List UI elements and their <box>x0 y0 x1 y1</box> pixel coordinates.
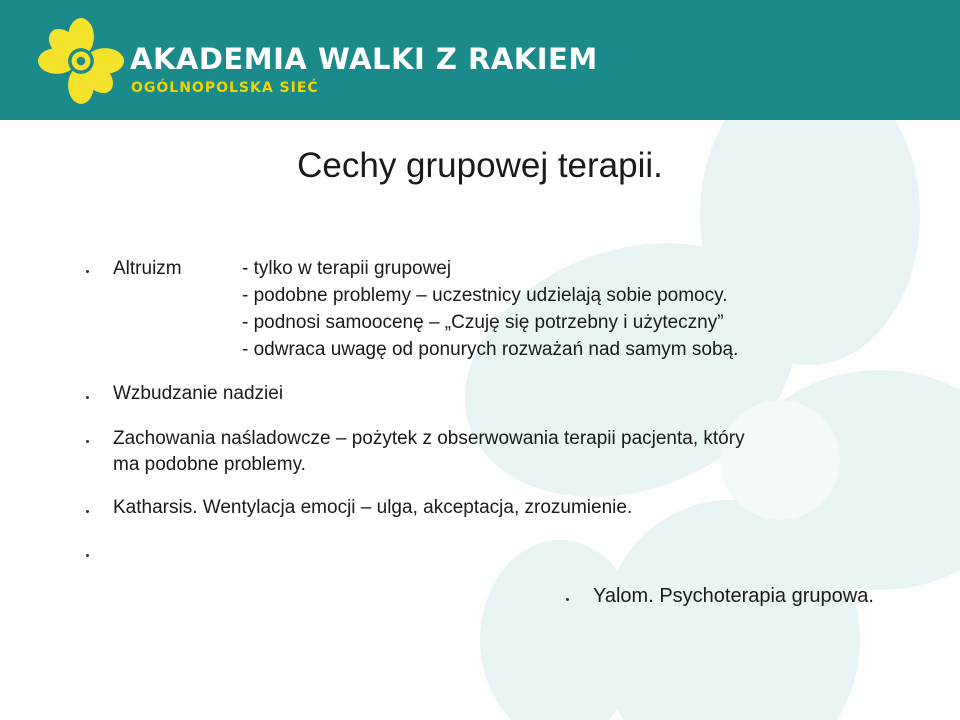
altruism-line-3: - podnosi samoocenę – „Czuję się potrzebny i użyteczny” <box>242 312 724 333</box>
bullet-hope <box>86 396 89 399</box>
bullet-reference <box>566 598 569 601</box>
imitation-line-1: Zachowania naśladowcze – pożytek z obserwowania terapii pacjenta, który <box>113 428 745 449</box>
altruism-line-1: - tylko w terapii grupowej <box>242 258 452 279</box>
header-bar <box>0 0 960 120</box>
reference-text: Yalom. Psychoterapia grupowa. <box>593 585 874 607</box>
logo-title: AKADEMIA WALKI Z RAKIEM <box>130 42 598 76</box>
altruism-label: Altruizm <box>113 258 182 279</box>
background-flower-watermark <box>430 120 960 720</box>
bullet-imitation <box>86 440 89 443</box>
altruism-line-2: - podobne problemy – uczestnicy udzielają sobie pomocy. <box>242 285 728 306</box>
daffodil-logo-icon <box>38 18 124 104</box>
hope-label: Wzbudzanie nadziei <box>113 383 284 404</box>
catharsis-text: Katharsis. Wentylacja emocji – ulga, akceptacja, zrozumienie. <box>113 497 633 518</box>
bullet-empty <box>86 554 89 557</box>
imitation-line-2: ma podobne problemy. <box>113 454 306 475</box>
bullet-altruism <box>86 270 89 273</box>
altruism-line-4: - odwraca uwagę od ponurych rozważań nad samym sobą. <box>242 339 739 360</box>
bullet-catharsis <box>86 510 89 513</box>
slide-title: Cechy grupowej terapii. <box>297 146 663 185</box>
logo-subtitle: OGÓLNOPOLSKA SIEĆ <box>131 80 319 96</box>
